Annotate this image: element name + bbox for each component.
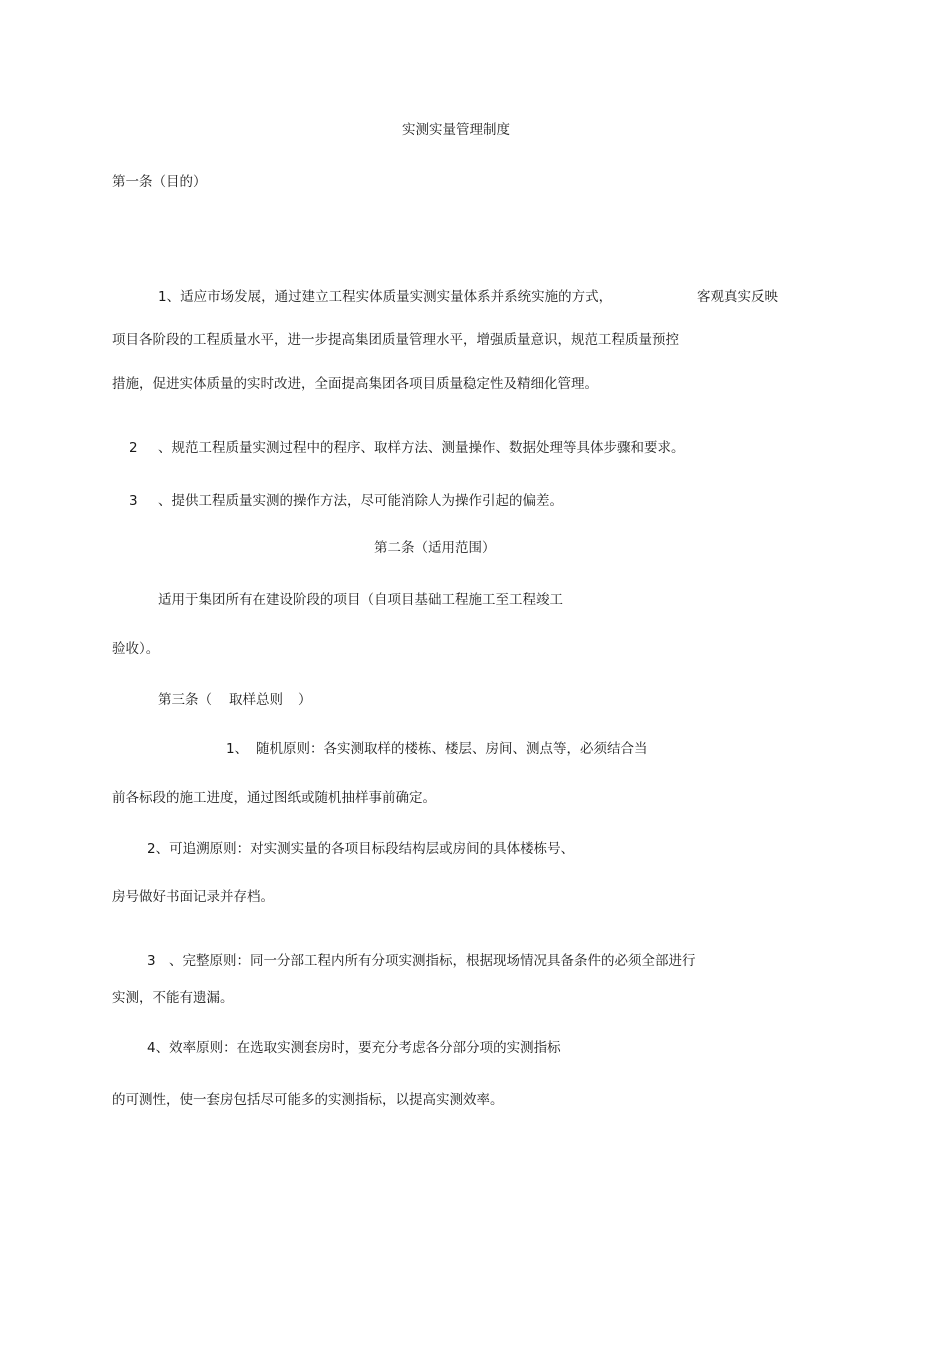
article3-heading-prefix: 第三条（ (158, 692, 212, 708)
scope-line1: 适用于集团所有在建设阶段的项目（自项目基础工程施工至工程竣工 (158, 592, 563, 608)
article2-heading: 第二条（适用范围） (374, 540, 496, 556)
rule2-line2: 房号做好书面记录并存档。 (112, 889, 274, 905)
rule4-line2: 的可测性，使一套房包括尽可能多的实测指标，以提高实测效率。 (112, 1092, 504, 1108)
rule3-line1: 、完整原则：同一分部工程内所有分项实测指标，根据现场情况具备条件的必须全部进行 (169, 953, 696, 969)
article3-heading-suffix: ） (298, 692, 312, 708)
paragraph1-line3: 措施，促进实体质量的实时改进，全面提高集团各项目质量稳定性及精细化管理。 (112, 376, 598, 392)
article3-heading-title: 取样总则 (229, 692, 283, 708)
rule3-number: 3 (147, 953, 156, 969)
paragraph2-text: 、规范工程质量实测过程中的程序、取样方法、测量操作、数据处理等具体步骤和要求。 (158, 440, 685, 456)
paragraph1-line2: 项目各阶段的工程质量水平，进一步提高集团质量管理水平，增强质量意识，规范工程质量预控 (112, 332, 679, 348)
rule4-line1: 4、效率原则：在选取实测套房时，要充分考虑各分部分项的实测指标 (147, 1040, 561, 1056)
article1-heading: 第一条（目的） (112, 174, 207, 190)
rule1-number: 1、 (226, 741, 249, 757)
rule3-line2: 实测，不能有遗漏。 (112, 990, 234, 1006)
paragraph3-text: 、提供工程质量实测的操作方法，尽可能消除人为操作引起的偏差。 (158, 493, 563, 509)
rule1-line2: 前各标段的施工进度，通过图纸或随机抽样事前确定。 (112, 790, 436, 806)
scope-line2: 验收）。 (112, 641, 160, 657)
rule1-line1: 随机原则：各实测取样的楼栋、楼层、房间、测点等，必须结合当 (256, 741, 648, 757)
paragraph1-line1-part2: 客观真实反映 (697, 289, 778, 305)
rule2-line1: 2、可追溯原则：对实测实量的各项目标段结构层或房间的具体楼栋号、 (147, 841, 575, 857)
document-title: 实测实量管理制度 (402, 122, 510, 138)
paragraph2-number: 2 (129, 440, 138, 456)
paragraph1-line1-part1: 1、适应市场发展，通过建立工程实体质量实测实量体系并系统实施的方式， (158, 289, 613, 305)
paragraph3-number: 3 (129, 493, 138, 509)
